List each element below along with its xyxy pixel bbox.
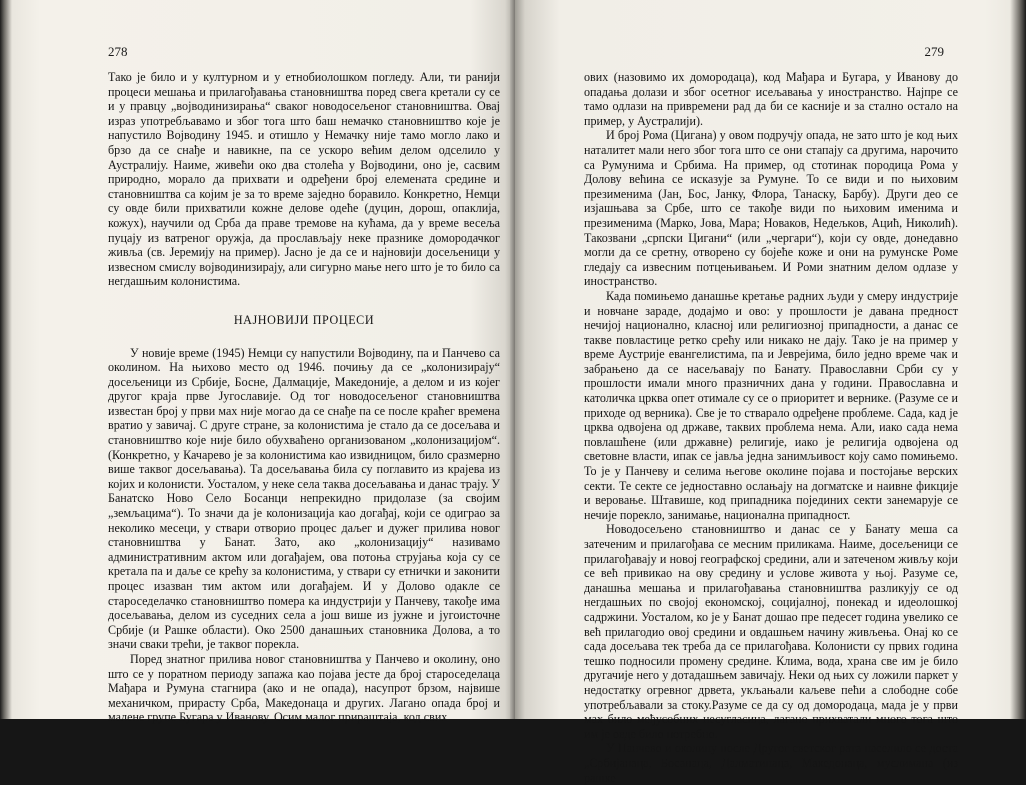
right-page [515,0,1026,785]
left-page-text [108,70,500,725]
paragraph: Поред знатног прилива новог становништва у Панчево и околину, оно што се у поратном периоду запажа као појава јесте да број староседелаца Мађара и Румуна стагнира (ако и не опада), насупрот брзом, највише механичком, прирасту Срба, Македонаца и других. Лагано опада број и малене групе Бугара у Иванову. Осим малог прираштаја, код свих [108,651,500,725]
section-heading: НАЈНОВИЈИ ПРОЦЕСИ [233,312,375,327]
paragraph: Када помињемо данашње кретање радних људи у смеру индустрије и новчане зараде, додајмо и ово: у прошлости је давана предност нечијој национално, класној или религиозној припадности, а данас се такве повластице ретко срећу или никако не дају. Тако је на пример у време Аустрије евангелистима, па и Јеврејима, било једно време чак и забрањено да се насељавају по Банату. Православни Срби су у прошлости имали много празничних дана у години. Православна и католичка црква опет отимале су се о приоритет и вернике. (Разуме се и приходе од верника). Све је то стварало одређене проблеме. Сада, кад је црква одвојена од државе, таквих проблема нема. Али, иако сада нема повлашћене (или државне) религије, иако је религија одвојена од световне власти, ипак се јавља једна занимљивост коју само помињемо. То је у Панчеву и селима његове околине појава и постојање верских секти. Те секте се једноставно ослањају на догматске и наивне фикције и веровање. Штавише, код припадника појединих секти занемарује се нечије порекло, занимање, национална припадност. [584,288,958,522]
paragraph: И број Рома (Цигана) у овом подручју опада, не зато што је код њих наталитет мали него због тога што се они стапају са другима, нарочито са Румунима и Србима. На пример, од стотинак породица Рома у Долову већина се исказује за Румуне. То се види и по њиховим презименима (Јан, Бос, Јанку, Флора, Танаску, Барбу). Други део се изјашњава за Србе, што се такође види по њиховим именима и презименима (Марко, Јова, Мара; Новаков, Недељков, Ацић, Николић). Такозвани „српски Цигани“ (или „чергари“), који су овде, донедавно могли да се сретну, отворено су бојеће коже и они на румунске Роме гледају са извесним потцењивањем. И Роми знатним делом одлазе у иностранство. [584,128,958,289]
paragraph: У новије време (1945) Немци су напустили Војводину, па и Панчево са околином. На њихово место од 1946. почињу да се „колонизирају“ досељеници из Србије, Босне, Далмације, Македоније, а делом и из којег другог краја прве Југославије. Од тог новодосељеног становништва известан број у први мах није могао да се снађе па се после краћег времена вратио у завичај. С друге стране, за колонистима је стало да се досељава и становништво које није било обухваћено организованом „колонизацијом“. (Конкретно, у Качарево је за колонистима као извидницом, било сразмерно више таквог досељавања). Та досељавања била су поглавито из крајева из којих и колонисти. Уосталом, у неке села таква досељавања и данас трају. У Банатско Ново Село Босанци непрекидно придолазе (за својим „земљацима“). То значи да је колонизација као догађај, који се одиграо за неколико месеци, у ствари отворио процес даљег и дужег прилива новог становништва у Банат. Зато, ако „колонизацију“ називамо административним актом или догађајем, ова потоња струјања која су се кретала па и даље се крећу за колонистима, у ствари су етнички и законити процес изазван тим актом или догађајем. И у Долово одакле се староседелачко становништво помера ка индустрији у Панчеву, такође има досељавања, делом из суседних села а још више из јужне и југоисточне Србије (и Рашке области). Око 2500 данашњих становника Долова, а то значи сваки трећи, је таквог порекла. [108,345,500,652]
page-number-right: 279 [924,44,944,59]
page-number-left: 278 [108,44,128,59]
paragraph: Новодосељено становништво и данас се у Банату меша са затеченим и прилагођава се месним приликама. Наиме, досељеници се прилагођавају и новој географској средини, али и затеченом живљу који се већ привикао на ову средину и услове живота у њој. Разуме се, данашња мешања и прилагођавања становништва разликују се од негдашњих по својој економској, социјалној, понекад и идеолошкој садржини. Уосталом, ко је у Банат дошао пре педесет година увелико се већ прилагодио овој средини и овдашњем начину живљења. Онај ко се сада досељава тек треба да се прилагођава. Колонисти су првих година тешко подносили промену средине. Клима, вода, храна све им је било другачије него у дотадашњем завичају. Неки од њих су ложили паркет у недостатку огревног дрвета, укљањали каљеве пећи а слободне собе употребљавали за стоку.Разуме се да су од домородаца, мада је у први мах било међусобних несугласица, лагано прихватали много тога што им је овде било потребно. [584,522,958,741]
right-page-text [584,70,958,785]
left-page [0,0,515,725]
paragraph: ових (назовимо их домородаца), код Мађара и Бугара, у Иванову до опадања долази и због осетног исељавања у иностранство. Најпре се тамо одлази на привремени рад да би се касније и за стално остало на пример, у Аустралији). [584,70,958,128]
paragraph: У Панчево и околину после Другог светског рата населило се доста „Србијанаца, Босанаца, Далматинаца, Македонаца, муслимана (из рашке [584,741,958,785]
paragraph: Тако је било и у културном и у етнобиолошком погледу. Али, ти ранији процеси мешања и прилагођавања становништва поред свега кретали су се и у правцу „војводинизирања“ сваког новодосељеног становништва. Овај израз употребљавамо и због тога што баш немачко становништво које је напустило Војводину 1945. и отишло у Немачку није тамо могло лако и брзо да се снађе и навикне, па се ускоро већим делом одселило у Аустралију. Наиме, живећи око два столећа у Војводини, оно је, сасвим природно, морало да прихвати и одређени број елемената средине и становништва са којим је за то време заједно боравило. Конкретно, Немци су овде били прихватили кожне делове одеће (дуцин, дорош, опаклија, кожух), научили од Срба да праве тремове на кућама, да у време весеља пуцају из ватреног оружја, да прослављају неке празнике домородачког живља (св. Јеремију на пример). Јасно је да се и најновији досељеници у извесном смислу војводинизирају, али сигурно мање него што је то било са негдашњим колонистима. [108,70,500,289]
